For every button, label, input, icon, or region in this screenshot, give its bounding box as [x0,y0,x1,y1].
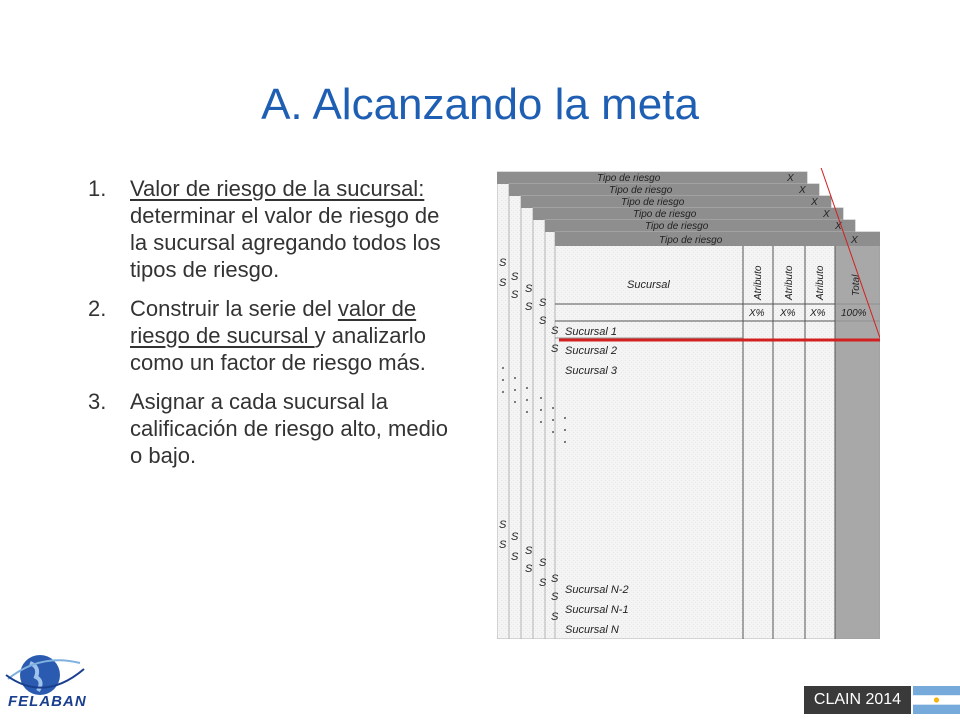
row-label: Sucursal 2 [565,345,617,357]
svg-text:S: S [499,519,507,531]
item-text: determinar el valor de riesgo de la sucursal agregando todos los tipos de riesgo. [130,203,441,282]
risk-matrix-diagram [497,168,880,639]
svg-text:S: S [551,611,559,623]
row-label: Sucursal 3 [565,365,617,377]
item-number: 1. [88,176,107,201]
svg-text:S: S [539,557,547,569]
tipo-mark: X [799,185,806,196]
svg-text:S: S [511,531,519,543]
tipo-mark: X [835,221,842,232]
svg-text:S: S [551,325,559,337]
row-label: Sucursal 1 [565,326,617,338]
pct-total-cell: 100% [841,308,867,319]
tipo-label: Tipo de riesgo [645,221,709,232]
steps-list [88,175,458,481]
atributo-header: Atributo [815,265,826,300]
tipo-label: Tipo de riesgo [609,185,673,196]
pct-cell: X% [780,308,796,319]
svg-text:S: S [539,297,547,309]
tipo-mark: X [851,235,858,246]
svg-text:S: S [511,271,519,283]
svg-text:S: S [525,545,533,557]
svg-text:S: S [499,257,507,269]
item-text: y analizarlo como un factor de riesgo más. [130,323,426,375]
felaban-logo-text: FELABAN [8,693,87,710]
svg-text:S: S [539,315,547,327]
item-underlined-text: Valor de riesgo de la sucursal: [130,176,425,201]
svg-text:S: S [551,591,559,603]
atributo-header: Atributo [784,265,795,300]
argentina-flag-icon [913,686,960,714]
row-label: Sucursal N [565,624,619,636]
sheet-front [555,232,880,639]
tipo-mark: X [823,209,830,220]
svg-text:S: S [525,283,533,295]
pct-cell: X% [810,308,826,319]
svg-text:S: S [511,551,519,563]
row-label: Sucursal N-2 [565,584,629,596]
sucursal-header: Sucursal [627,279,670,291]
list-item [88,388,458,469]
svg-text:S: S [499,277,507,289]
svg-text:S: S [539,577,547,589]
svg-text:S: S [499,539,507,551]
total-column [835,246,880,639]
svg-text:S: S [525,563,533,575]
list-item [88,175,458,283]
tipo-label: Tipo de riesgo [597,173,661,184]
row-label: Sucursal N-1 [565,604,629,616]
tipo-label: Tipo de riesgo [659,235,723,246]
total-header: Total [851,274,862,296]
item-text: Asignar a cada sucursal la calificación de riesgo alto, medio o bajo. [130,389,448,468]
pct-cell: X% [749,308,765,319]
tipo-mark: X [787,173,794,184]
slide-title: A. Alcanzando la meta [261,80,699,129]
tipo-label: Tipo de riesgo [633,209,697,220]
item-number: 2. [88,296,107,321]
item-number: 3. [88,389,107,414]
svg-text:S: S [551,573,559,585]
clain-badge: CLAIN 2014 [804,686,911,714]
svg-text:S: S [525,301,533,313]
list-item [88,295,458,376]
svg-text:S: S [511,289,519,301]
item-underlined-text: valor de riesgo de sucursal [130,296,417,348]
item-text: Construir la serie del [130,296,338,321]
tipo-label: Tipo de riesgo [621,197,685,208]
svg-text:S: S [551,343,559,355]
atributo-header: Atributo [753,265,764,300]
tipo-mark: X [811,197,818,208]
